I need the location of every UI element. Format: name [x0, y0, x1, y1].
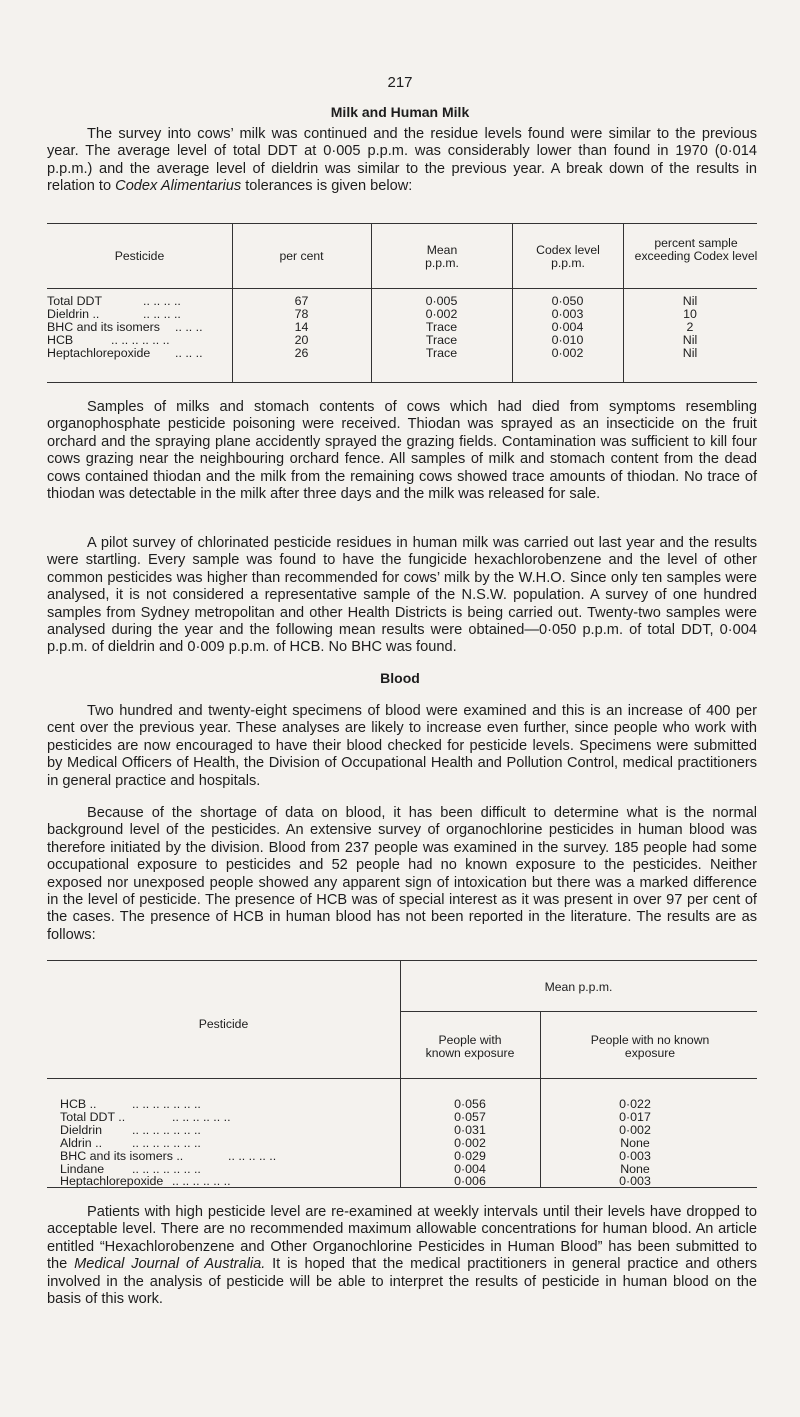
header-no-known-exposure: People with no known exposure	[590, 1033, 710, 1060]
paragraph-thiodan: Samples of milks and stomach contents of cows which had died from symptoms resembling organophosphate pesticide poisoning were received. Thiodan was sprayed as an insecticide on the fruit orchard and the spraying plane accidently sprayed the grazing fields. Contamination was sufficient to kill four cows grazing near the neighbouring orchard fence. All samples of milk and stomach content from the dead cows contained thiodan and the milk from the remaining cows showed trace amounts of thiodan. No trace of thiodan was detectable in the milk after three days and the milk was released for sale.	[47, 399, 757, 503]
table-rule	[47, 288, 757, 289]
page-number: 217	[387, 74, 413, 91]
table-row: Heptachlorepoxide .. .. .. .. .. ..	[60, 1174, 231, 1189]
table-rule	[47, 223, 757, 224]
header-mean: Mean p.p.m.	[544, 980, 613, 994]
intro-end: tolerances is given below:	[241, 178, 413, 195]
paragraph-blood-1: Two hundred and twenty-eight specimens of blood were examined and this is an increase of 400 per cent over the previous year. These analyses are likely to increase even further, since people who work with pesticides are now encouraged to have their blood checked for pesticide levels. Specimens were submitted by Medical Officers of Health, the Division of Occupational Health and Pollution Control, medical practitioners in general practice and hospitals.	[47, 703, 757, 789]
table-rule	[47, 382, 757, 383]
table-row: HCB .. .. .. .. .. .. .. ..	[60, 1097, 201, 1111]
paragraph-intro	[47, 126, 757, 196]
column-no-known-exposure: 0·022 0·017 0·002 None 0·003 None 0·003	[619, 1097, 651, 1189]
section-title-blood: Blood	[380, 670, 420, 686]
table-row: Heptachlorepoxide .. .. ..	[47, 345, 203, 360]
table-row: Dieldrin .. .. .. .. .. .. ..	[60, 1122, 201, 1137]
table-row: Total DDT .. .. .. ..	[47, 294, 181, 308]
paragraph-final: Patients with high pesticide level are re-examined at weekly intervals until their levels have dropped to acceptable level. There are no recommended maximum allowable concentrations for human blood. An article entitled “Hexachlorobenzene and Other Organochlorine Pesticides in Human Blood” has been submitted to the Medical Journal of Australia. It is hoped that the medical practitioners in general practice and others involved in the analysis of pesticide will be able to interpret the results of pesticide in human blood on the basis of this work.	[47, 1204, 758, 1308]
column-pesticide	[47, 295, 227, 360]
header-pesticide: Pesticide	[198, 1017, 249, 1031]
table-row: Total DDT .. .. .. .. .. .. ..	[60, 1109, 231, 1124]
table-rule	[47, 1078, 757, 1079]
journal-title: Medical Journal of Australia.	[74, 1256, 266, 1273]
column-mean: 0·005 0·002 Trace Trace Trace	[425, 294, 458, 360]
paragraph-blood-2: Because of the shortage of data on blood, it has been difficult to determine what is the normal background level of the pesticides. An extensive survey of organochlorine pesticides in human blood was therefore initiated by the division. Blood from 237 people was examined in the survey. 185 people had some occupational exposure to pesticides and 52 people had no known exposure to the pesticides. Neither exposed nor unexposed people showed any apparent sign of intoxication but there was a marked difference in the level of pesticide. The presence of HCB was of special interest as it was present in over 97 per cent of the cases. The presence of HCB in human blood has not been reported in the literature. The results are as follows:	[47, 805, 757, 943]
table-row: Lindane .. .. .. .. .. .. ..	[60, 1161, 201, 1176]
header-codex: Codex level p.p.m.	[536, 243, 600, 270]
column-pesticide	[60, 1098, 400, 1188]
paragraph-human-milk: A pilot survey of chlorinated pesticide residues in human milk was carried out last year and the results were startling. Every sample was found to have the fungicide hexachlorobenzene and the level of other common pesticides was higher than recommended for cows’ milk by the W.H.O. Since only ten samples were analysed, it is not considered a representative sample of the N.S.W. population. A survey of one hundred samples from Sydney metropolitan and other Health Districts is being carried out. Twenty-two samples were analysed during the year and the following mean results were obtained—0·050 p.p.m. of total DDT, 0·004 p.p.m. of dieldrin and 0·009 p.p.m. of HCB. No BHC was found.	[47, 535, 757, 656]
table-rule	[47, 960, 757, 961]
table-rule	[400, 1011, 757, 1012]
header-pesticide: Pesticide	[114, 249, 165, 263]
intro-text: The survey into cows’ milk was continued and the residue levels found were similar to the previous year. The average level of total DDT at 0·005 p.p.m. was considerably lower than found in 1970 (0·014 p.p.m.) and the average level of dieldrin was similar to the previous year. A break down of the results in relation to	[47, 126, 757, 195]
table-row: BHC and its isomers .. .. .. .. .. ..	[60, 1148, 277, 1163]
column-per-cent: 67 78 14 20 26	[294, 294, 309, 360]
header-exceeding: percent sample exceeding Codex level	[634, 236, 758, 263]
column-exceeding: Nil 10 2 Nil Nil	[682, 294, 698, 360]
table-row: Dieldrin .. .. .. .. ..	[47, 306, 181, 321]
table-row: HCB .. .. .. .. .. ..	[47, 332, 170, 347]
header-per-cent: per cent	[279, 249, 324, 263]
table-row: Aldrin .. .. .. .. .. .. .. ..	[60, 1135, 201, 1150]
table-row: BHC and its isomers .. .. ..	[47, 319, 203, 334]
header-mean: Mean p.p.m.	[425, 243, 459, 270]
section-title-milk: Milk and Human Milk	[330, 104, 470, 120]
header-known-exposure: People with known exposure	[425, 1033, 515, 1060]
column-codex: 0·050 0·003 0·004 0·010 0·002	[551, 294, 584, 360]
intro-italic: Codex Alimentarius	[115, 178, 242, 195]
column-known-exposure: 0·056 0·057 0·031 0·002 0·029 0·004 0·006	[454, 1097, 486, 1189]
